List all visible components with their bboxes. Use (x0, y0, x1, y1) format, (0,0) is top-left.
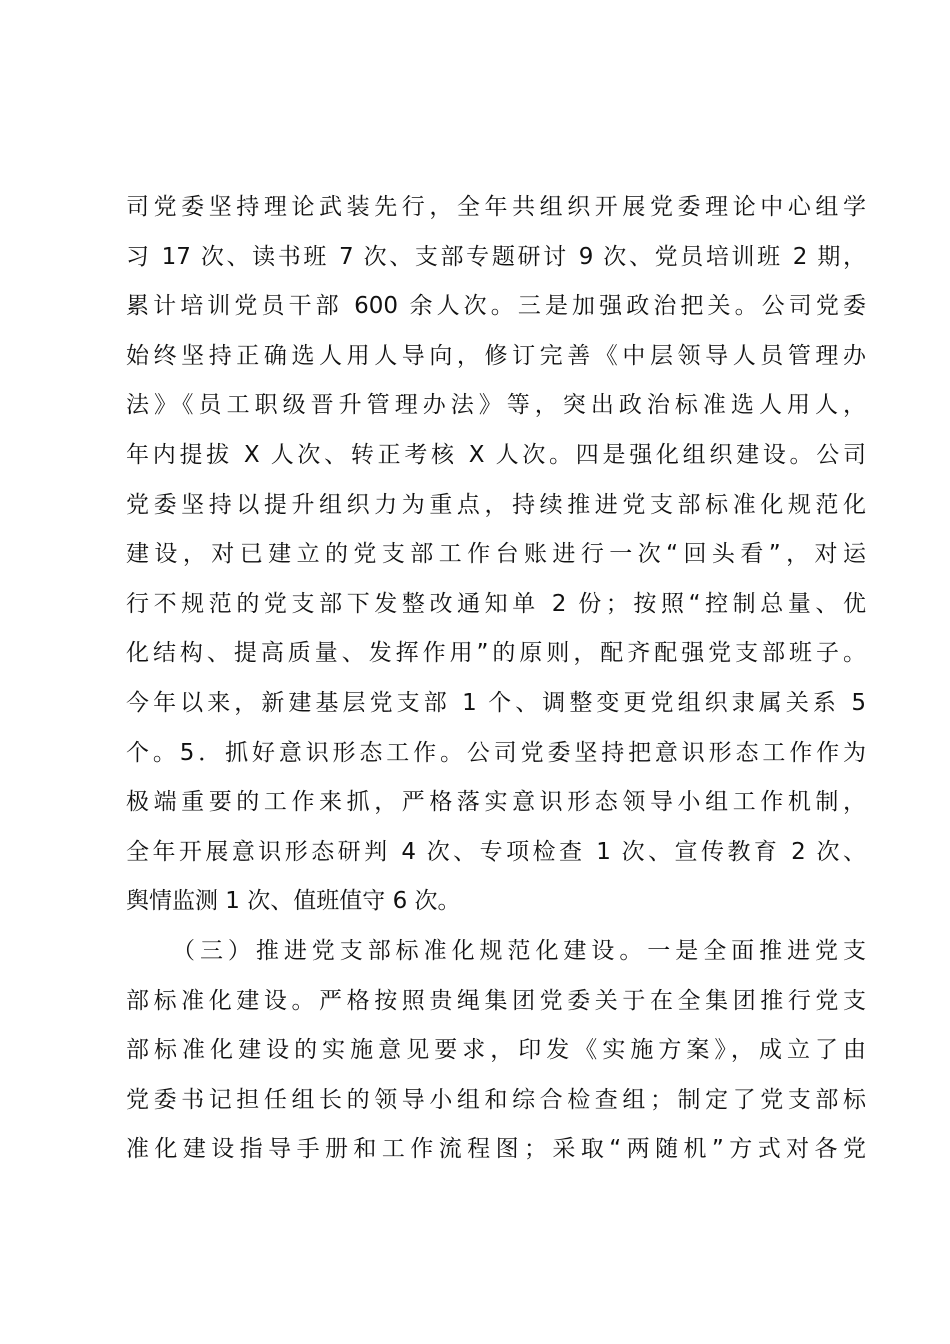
text-line: 建设，对已建立的党支部工作台账进行一次“回头看”，对运 (126, 541, 866, 568)
text-line: 司党委坚持理论武装先行，全年共组织开展党委理论中心组学 (126, 194, 866, 220)
text-line: 年内提拔 X 人次、转正考核 X 人次。四是强化组织建设。公司 (126, 441, 866, 468)
text-line: 今年以来，新建基层党支部 1 个、调整变更党组织隶属关系 5 (126, 689, 866, 716)
text-line: 部标准化建设的实施意见要求，印发《实施方案》，成立了由 (126, 1037, 866, 1064)
text-line: 党委书记担任组长的领导小组和综合检查组；制定了党支部标 (126, 1086, 866, 1113)
text-line: 极端重要的工作来抓，严格落实意识形态领导小组工作机制， (126, 789, 866, 816)
text-line: 行不规范的党支部下发整改通知单 2 份；按照“控制总量、优 (126, 590, 866, 617)
section-heading-line: （三）推进党支部标准化规范化建设。一是全面推进党支 (172, 937, 866, 964)
text-line: 舆情监测 1 次、值班值守 6 次。 (126, 888, 461, 915)
text-line: 始终坚持正确选人用人导向，修订完善《中层领导人员管理办 (126, 342, 866, 369)
text-line: 累计培训党员干部 600 余人次。三是加强政治把关。公司党委 (126, 293, 866, 320)
text-line: 法》《员工职级晋升管理办法》等，突出政治标准选人用人， (126, 392, 866, 419)
text-line: 部标准化建设。严格按照贵绳集团党委关于在全集团推行党支 (126, 987, 866, 1014)
body-text (126, 183, 866, 1175)
text-line: 化结构、提高质量、发挥作用”的原则，配齐配强党支部班子。 (126, 640, 866, 667)
text-line: 准化建设指导手册和工作流程图；采取“两随机”方式对各党 (126, 1136, 866, 1163)
text-line: 个。5．抓好意识形态工作。公司党委坚持把意识形态工作作为 (126, 739, 866, 766)
text-line: 习 17 次、读书班 7 次、支部专题研讨 9 次、党员培训班 2 期， (126, 243, 866, 270)
text-line: 全年开展意识形态研判 4 次、专项检查 1 次、宣传教育 2 次、 (126, 838, 866, 865)
text-line: 党委坚持以提升组织力为重点，持续推进党支部标准化规范化 (126, 491, 866, 518)
